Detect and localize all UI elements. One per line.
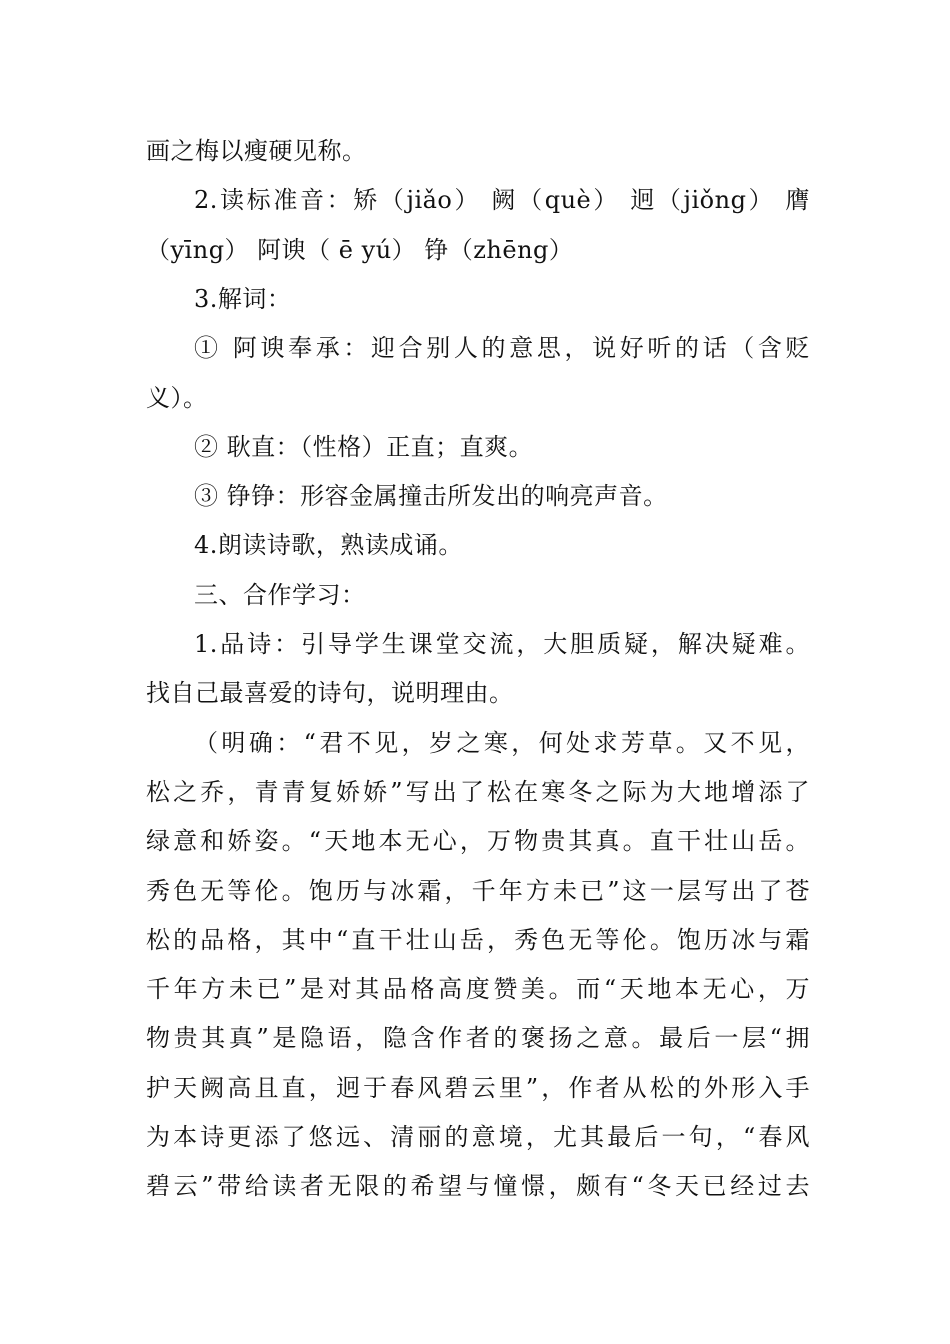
- text-line: 4.朗读诗歌，熟读成诵。: [194, 531, 463, 560]
- text-line: 2.读标准音：矫（jiǎo） 阙（què） 迥（jiǒng） 膺: [194, 186, 810, 215]
- text-line: 找自己最喜爱的诗句，说明理由。: [146, 679, 514, 708]
- text-line: （明确：“君不见，岁之寒，何处求芳草。又不见，: [194, 728, 810, 757]
- text-line: ① 阿谀奉承：迎合别人的意思，说好听的话（含贬: [194, 334, 810, 363]
- text-line: 画之梅以瘦硬见称。: [146, 137, 367, 165]
- text-line: ② 耿直：（性格）正直；直爽。: [194, 432, 534, 461]
- text-line: 义）。: [146, 383, 208, 412]
- text-line: 秀色无等伦。饱历与冰霜，千年方未已”这一层写出了苍: [146, 876, 810, 905]
- text-line: 绿意和娇姿。“天地本无心，万物贵其真。直干壮山岳。: [146, 827, 810, 856]
- text-line: ③ 铮铮：形容金属撞击所发出的响亮声音。: [194, 482, 668, 511]
- text-line: 3.解词：: [194, 284, 292, 313]
- text-line: 物贵其真”是隐语，隐含作者的褒扬之意。最后一层“拥: [146, 1024, 810, 1053]
- text-line: 千年方未已”是对其品格高度赞美。而“天地本无心，万: [146, 975, 810, 1004]
- text-line: 碧云”带给读者无限的希望与憧憬，颇有“冬天已经过去: [146, 1172, 810, 1201]
- text-line: 三、合作学习：: [194, 580, 366, 609]
- text-line: 松之乔，青青复娇娇”写出了松在寒冬之际为大地增添了: [146, 777, 810, 806]
- text-line: 松的品格，其中“直干壮山岳，秀色无等伦。饱历冰与霜: [146, 925, 810, 954]
- text-line: 护天阙高且直，迥于春风碧云里”，作者从松的外形入手: [146, 1073, 810, 1102]
- text-line: （yīng） 阿谀（ ē yú） 铮（zhēng）: [146, 235, 574, 264]
- text-line: 为本诗更添了悠远、清丽的意境，尤其最后一句，“春风: [146, 1123, 810, 1151]
- text-line: 1.品诗：引导学生课堂交流，大胆质疑，解决疑难。: [194, 630, 810, 658]
